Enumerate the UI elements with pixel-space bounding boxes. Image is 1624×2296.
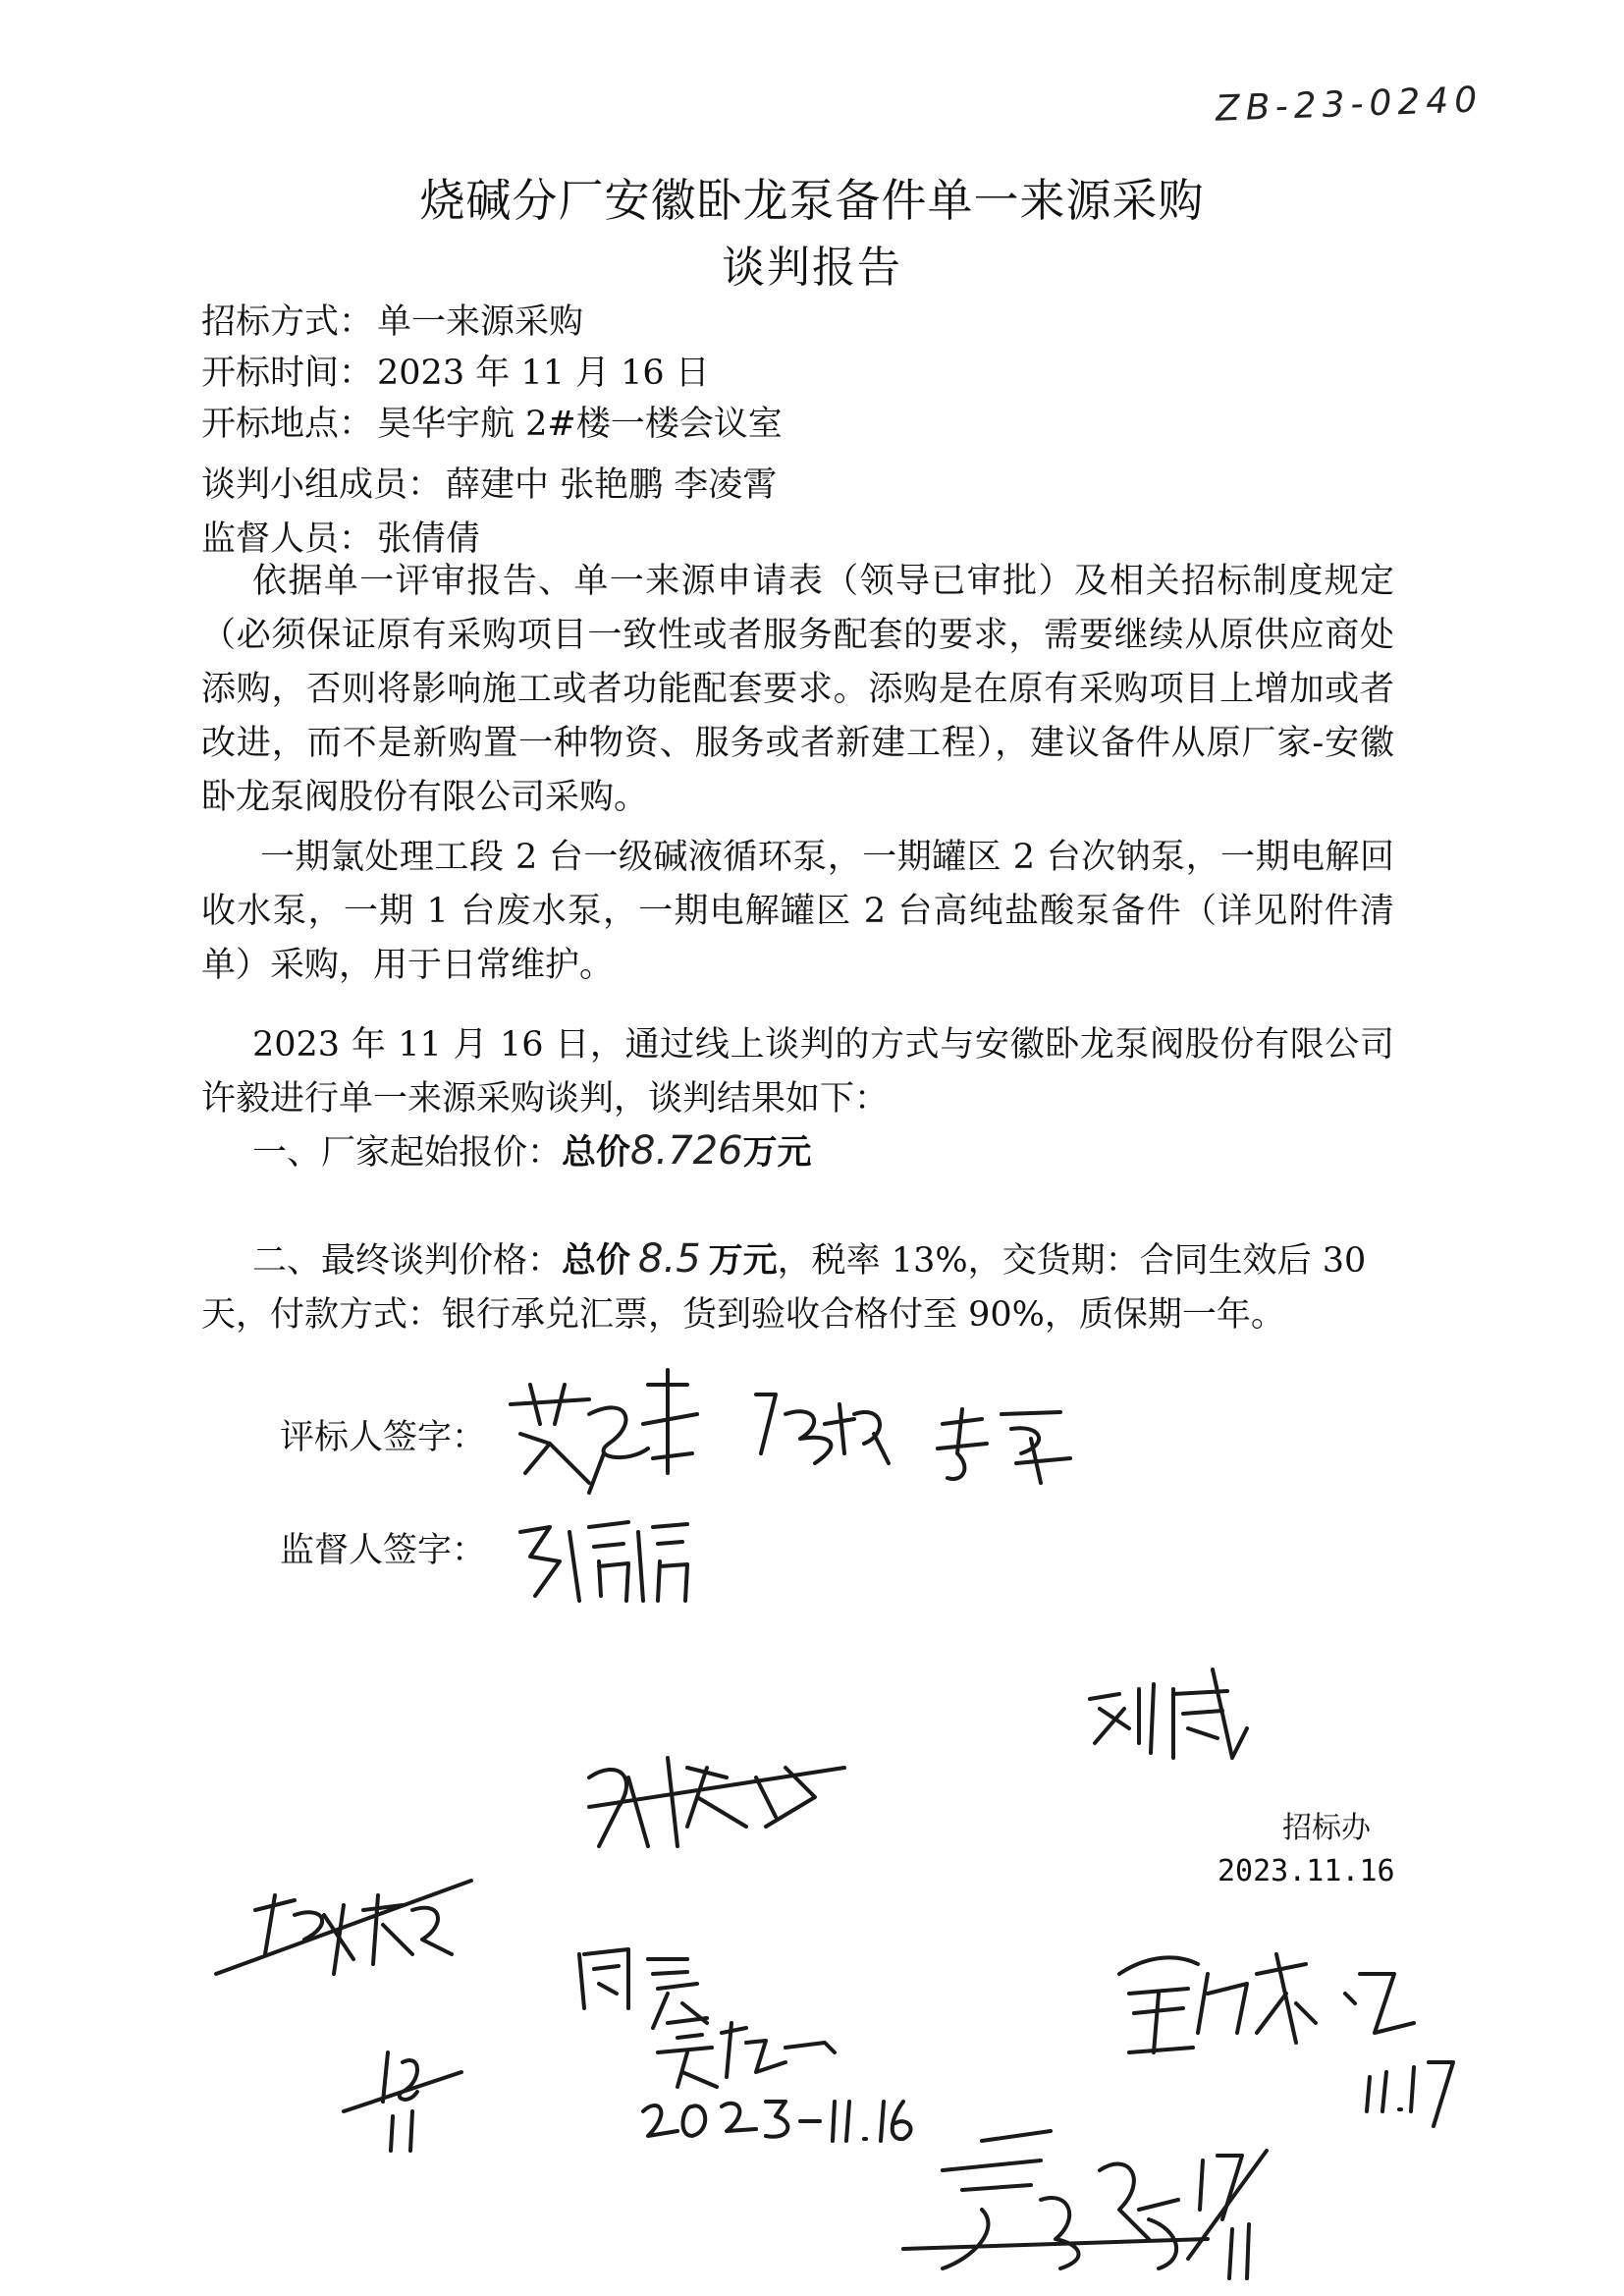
paragraph-scope: 一期氯处理工段 2 台一级碱液循环泵，一期罐区 2 台次钠泵，一期电解回收水泵，一期 1 台废水泵，一期电解罐区 2 台高纯盐酸泵备件（详见附件清单）采购，用于日常维护。 [201,838,1394,985]
document-title: 烧碱分厂安徽卧龙泵备件单一来源采购 [419,174,1205,227]
signature-liu-wei [1090,1669,1247,1758]
total-label: 总价 [562,1240,631,1281]
info-label: 开标地点： [201,405,374,444]
info-value: 薛建中 张艳鹏 李凌霄 [446,465,778,505]
paragraph-negotiation: 2023 年 11 月 16 日，通过线上谈判的方式与安徽卧龙泵阀股份有限公司许毅进行单一来源采购谈判，谈判结果如下： [201,1025,1394,1119]
signature-cheng [216,1881,471,1974]
info-label: 谈判小组成员： [201,465,443,505]
signature-zhang-qianqian [520,1522,687,1601]
signature-bottom [903,2131,1208,2269]
signature-jiang [658,2018,835,2087]
document-subtitle: 谈判报告 [722,243,902,293]
document-number: ZB-23-0240 [1215,80,1484,130]
signature-xue [511,1370,697,1493]
signature-zhou [579,1949,707,2028]
item-prefix: 一、厂家起始报价： [252,1133,563,1173]
info-value: 单一来源采购 [377,302,584,342]
info-label: 招标方式： [201,302,374,342]
info-label: 开标时间： [201,354,374,393]
final-terms: ，税率 13%，交货期：合同生效后 30 天，付款方式：银行承兑汇票，货到验收合格付至 90%，质保期一年。 [201,1241,1367,1335]
paragraph-basis: 依据单一评审报告、单一来源申请表（领导已审批）及相关招标制度规定（必须保证原有采购项目一致性或者服务配套的要求，需要继续从原供应商处添购，否则将影响施工或者功能配套要求。添购是在原有采购项目上增加或者改进，而不是新购置一种物资、服务或者新建工程），建议备件从原厂家-安徽卧龙泵阀股份有限公司采购。 [201,562,1394,817]
unit-label: 万元 [742,1132,812,1173]
item-prefix: 二、最终谈判价格： [252,1241,563,1281]
signature-zhang-yanpeng [756,1394,889,1463]
handwritten-date-11-17 [1367,2062,1453,2126]
info-value: 张倩倩 [377,519,481,559]
bidding-office-date: 2023.11.16 [1218,1854,1395,1888]
unit-label: 万元 [708,1240,778,1281]
handwritten-initial-price: 8.726 [630,1128,743,1174]
info-value: 2023 年 11 月 16 日 [377,354,710,393]
signature-li-lingxiao [938,1409,1070,1483]
bidding-office-label: 招标办 [1282,1811,1371,1845]
info-value: 昊华宇航 2#楼一楼会议室 [377,405,783,444]
evaluator-signature-label: 评标人签字： [280,1418,487,1457]
signature-jin-cheng [1119,1954,1414,2052]
supervisor-signature-label: 监督人签字： [280,1531,487,1570]
handwritten-final-price: 8.5 [638,1236,701,1282]
total-label: 总价 [562,1132,631,1173]
handwritten-date-2023-11-16 [643,2102,911,2141]
handwritten-date-16-11 [344,2052,461,2151]
handwritten-date-17-11 [1188,2151,1267,2278]
signature-li-feng [589,1758,844,1846]
info-label: 监督人员： [201,519,374,559]
